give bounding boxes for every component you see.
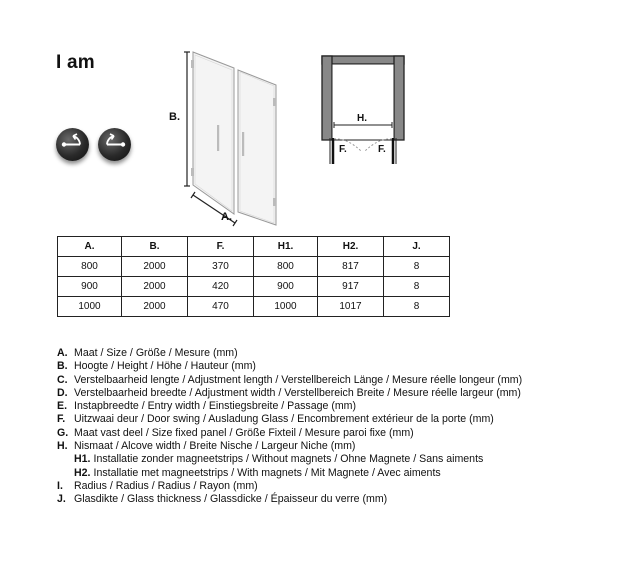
legend-item — [57, 467, 637, 480]
legend-key: B. — [57, 360, 68, 373]
table-body — [58, 257, 450, 317]
legend-text: Nismaat / Alcove width / Breite Nische / Largeur Niche (mm) — [74, 440, 356, 453]
table-cell: 900 — [254, 277, 318, 297]
table-cell: 1000 — [58, 297, 122, 317]
table-row — [58, 257, 450, 277]
legend-item — [57, 347, 637, 360]
legend-key: H2. — [74, 466, 91, 479]
height-dimension-line — [184, 52, 190, 186]
right-door-panel — [238, 70, 276, 225]
legend-text: Installatie met magneetstrips / With magnets / Mit Magnete / Avec aiments — [93, 466, 441, 479]
legend-item — [57, 374, 637, 387]
table-row — [58, 297, 450, 317]
legend-key: F. — [57, 413, 66, 426]
legend-key: C. — [57, 373, 68, 386]
table-header-cell: F. — [188, 237, 254, 257]
table-cell: 1017 — [318, 297, 384, 317]
legend-text: Glasdikte / Glass thickness / Glassdicke / Épaisseur du verre (mm) — [74, 493, 388, 506]
dimensions-table — [57, 236, 450, 317]
legend-key: D. — [57, 386, 68, 399]
legend-item — [57, 400, 637, 413]
legend-key: H1. — [74, 453, 91, 466]
legend-item — [57, 387, 637, 400]
table-header-cell: B. — [122, 237, 188, 257]
page-title: I am — [56, 52, 95, 73]
legend-item — [57, 480, 637, 493]
top-view-plan-drawing — [318, 52, 408, 172]
table-cell: 470 — [188, 297, 254, 317]
table-cell: 8 — [384, 297, 450, 317]
legend-item — [57, 427, 637, 440]
legend-text: Uitzwaai deur / Door swing / Ausladung Glass / Encombrement extérieur de la porte (mm) — [74, 413, 494, 426]
table-header-cell: A. — [58, 237, 122, 257]
niche-width-label: H. — [357, 113, 367, 124]
legend-text: Verstelbaarheid lengte / Adjustment length / Verstellbereich Länge / Mesure réelle longeur (mm) — [74, 373, 523, 386]
table-header-cell: J. — [384, 237, 450, 257]
dimension-legend — [57, 347, 637, 507]
table-cell: 1000 — [254, 297, 318, 317]
table-cell: 8 — [384, 277, 450, 297]
width-label: A. — [221, 211, 232, 223]
table-cell: 370 — [188, 257, 254, 277]
table-cell: 2000 — [122, 257, 188, 277]
table-row — [58, 277, 450, 297]
legend-key: J. — [57, 493, 66, 506]
legend-key: G. — [57, 426, 69, 439]
left-door-panel — [193, 52, 234, 214]
legend-text: Instapbreedte / Entry width / Einstiegsbreite / Passage (mm) — [74, 400, 357, 413]
table-cell: 800 — [58, 257, 122, 277]
table-cell: 420 — [188, 277, 254, 297]
door-perspective-drawing — [160, 40, 290, 230]
table-cell: 917 — [318, 277, 384, 297]
legend-text: Maat / Size / Größe / Mesure (mm) — [74, 347, 238, 359]
table-cell: 2000 — [122, 297, 188, 317]
legend-text: Hoogte / Height / Höhe / Hauteur (mm) — [74, 360, 256, 373]
height-label: B. — [169, 111, 180, 123]
table-cell: 817 — [318, 257, 384, 277]
legend-key: A. — [57, 347, 68, 359]
legend-text: Installatie zonder magneetstrips / Without magnets / Ohne Magnete / Sans aiments — [93, 453, 484, 466]
legend-text: Radius / Radius / Radius / Rayon (mm) — [74, 479, 258, 492]
table-cell: 900 — [58, 277, 122, 297]
table-cell: 800 — [254, 257, 318, 277]
door-swing-right-label: F. — [378, 144, 386, 155]
table-header-cell: H2. — [318, 237, 384, 257]
table-cell: 2000 — [122, 277, 188, 297]
table-cell: 8 — [384, 257, 450, 277]
legend-item — [57, 413, 637, 426]
legend-key: I. — [57, 479, 63, 492]
door-swing-right-icon — [56, 128, 89, 161]
legend-item — [57, 493, 637, 506]
legend-key: E. — [57, 400, 68, 413]
legend-item — [57, 360, 637, 373]
legend-key: H. — [57, 440, 68, 453]
table-header-cell: H1. — [254, 237, 318, 257]
legend-item — [57, 440, 637, 453]
door-swing-left-icon — [98, 128, 131, 161]
legend-text: Maat vast deel / Size fixed panel / Größe Fixteil / Mesure paroi fixe (mm) — [74, 426, 414, 439]
table-header-row — [58, 237, 450, 257]
legend-text: Verstelbaarheid breedte / Adjustment width / Verstellbereich Breite / Mesure réelle largeur (mm) — [74, 386, 521, 399]
legend-item — [57, 453, 637, 466]
door-swing-left-label: F. — [339, 144, 347, 155]
